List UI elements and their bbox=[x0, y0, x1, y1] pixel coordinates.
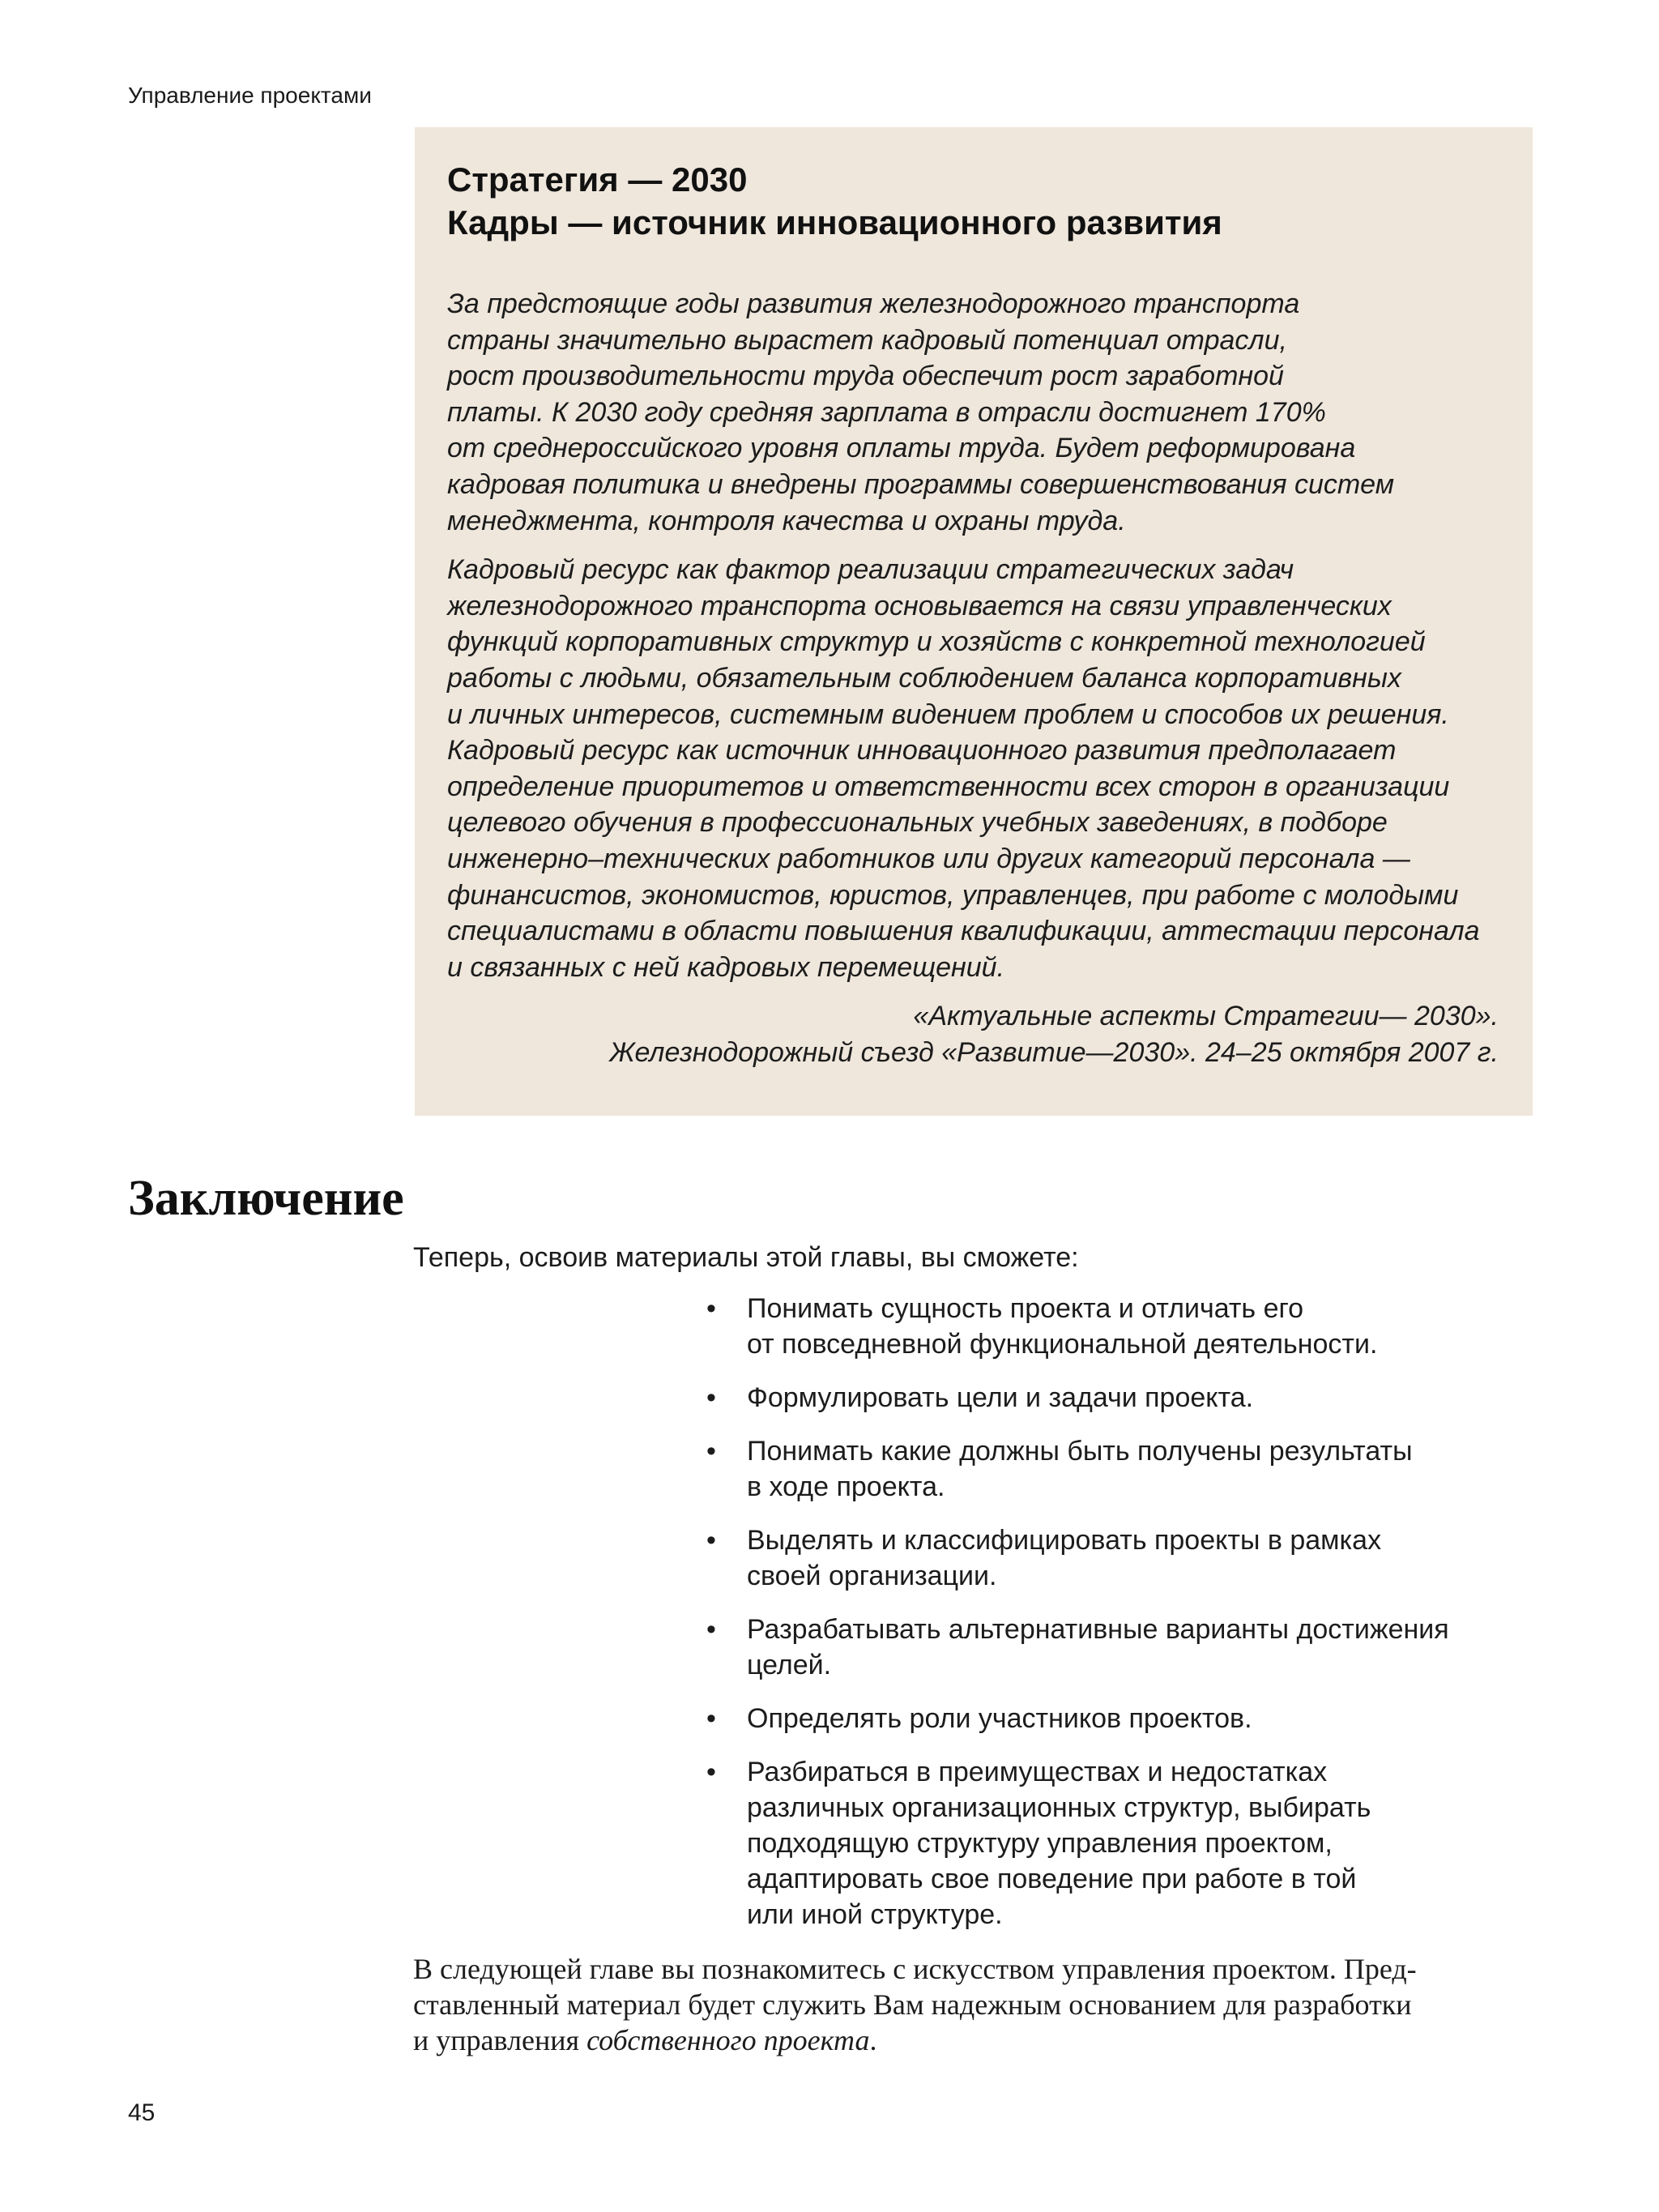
text-line: Кадровый ресурс как источник инновационного развития предполагает bbox=[447, 735, 1397, 767]
sidebar-paragraph bbox=[447, 286, 1499, 539]
text-line: целевого обучения в профессиональных учебных заведениях, в подборе bbox=[447, 807, 1388, 839]
closing-paragraph bbox=[413, 1951, 1531, 2058]
text-line: инженерно–технических работников или других категорий персонала — bbox=[447, 843, 1410, 874]
bullet-icon: • bbox=[706, 1293, 716, 1324]
closing-line bbox=[413, 2022, 1531, 2058]
closing-line: В следующей главе вы познакомитесь с искусством управления проектом. Пред- bbox=[413, 1953, 1417, 1985]
bullet-icon: • bbox=[706, 1757, 716, 1787]
source-line: Железнодорожный съезд «Развитие—2030». 24–25 октября 2007 г. bbox=[609, 1036, 1499, 1068]
text-line: За предстоящие годы развития железнодорожного транспорта bbox=[447, 288, 1300, 319]
item-line: в ходе проекта. bbox=[747, 1471, 945, 1502]
text-line: финансистов, экономистов, юристов, управленцев, при работе с молодыми bbox=[447, 879, 1459, 911]
item-line: Определять роли участников проектов. bbox=[747, 1703, 1252, 1734]
bullet-icon: • bbox=[706, 1436, 716, 1467]
item-line: своей организации. bbox=[747, 1561, 997, 1591]
text-line: работы с людьми, обязательным соблюдением баланса корпоративных bbox=[447, 662, 1401, 694]
item-line: Формулировать цели и задачи проекта. bbox=[747, 1382, 1254, 1413]
list-item bbox=[706, 1291, 1541, 1362]
item-line: Разбираться в преимуществах и недостатках bbox=[747, 1757, 1328, 1787]
closing-line-prefix: и управления bbox=[413, 2024, 587, 2056]
bullet-icon: • bbox=[706, 1382, 716, 1413]
source-line: «Актуальные аспекты Стратегии— 2030». bbox=[913, 1001, 1499, 1032]
learning-outcomes-list bbox=[706, 1291, 1541, 1932]
item-line: Разрабатывать альтернативные варианты достижения bbox=[747, 1614, 1449, 1645]
list-item bbox=[706, 1380, 1541, 1416]
sidebar-title-line: Кадры — источник инновационного развития bbox=[447, 203, 1222, 241]
text-line: функций корпоративных структур и хозяйств с конкретной технологией bbox=[447, 626, 1426, 658]
text-line: специалистами в области повышения квалификации, аттестации персонала bbox=[447, 916, 1480, 947]
text-line: и связанных с ней кадровых перемещений. bbox=[447, 951, 1005, 983]
sidebar-paragraph bbox=[447, 552, 1499, 985]
item-line: Понимать сущность проекта и отличать его bbox=[747, 1293, 1304, 1324]
list-item bbox=[706, 1754, 1541, 1932]
section-title: Заключение bbox=[128, 1171, 404, 1226]
sidebar-text bbox=[447, 286, 1499, 1070]
item-line: Выделять и классифицировать проекты в рамках bbox=[747, 1525, 1382, 1556]
item-line: адаптировать свое поведение при работе в той bbox=[747, 1864, 1357, 1894]
bullet-icon: • bbox=[706, 1525, 716, 1556]
strategy-sidebar bbox=[415, 127, 1533, 1116]
closing-line-suffix: . bbox=[869, 2024, 877, 2056]
item-line: или иной структуре. bbox=[747, 1899, 1003, 1930]
list-item bbox=[706, 1612, 1541, 1683]
text-line: железнодорожного транспорта основывается на связи управленческих bbox=[447, 590, 1392, 621]
emphasized-phrase: собственного проекта bbox=[586, 2024, 870, 2056]
list-item bbox=[706, 1433, 1541, 1505]
list-item bbox=[706, 1522, 1541, 1594]
text-line: Кадровый ресурс как фактор реализации стратегических задач bbox=[447, 554, 1294, 586]
text-line: от среднероссийского уровня оплаты труда. Будет реформирована bbox=[447, 433, 1356, 464]
conclusion-intro: Теперь, освоив материалы этой главы, вы сможете: bbox=[413, 1242, 1079, 1273]
running-head: Управление проектами bbox=[128, 83, 372, 108]
sidebar-title-line: Стратегия — 2030 bbox=[447, 160, 748, 199]
text-line: платы. К 2030 году средняя зарплата в отрасли достигнет 170% bbox=[447, 396, 1326, 428]
text-line: рост производительности труда обеспечит рост заработной bbox=[447, 361, 1284, 392]
item-line: целей. bbox=[747, 1650, 832, 1680]
text-line: кадровая политика и внедрены программы совершенствования систем bbox=[447, 468, 1395, 500]
page-number: 45 bbox=[128, 2099, 156, 2126]
text-line: и личных интересов, системным видением проблем и способов их решения. bbox=[447, 698, 1449, 730]
text-line: менеджмента, контроля качества и охраны труда. bbox=[447, 505, 1126, 536]
sidebar-title bbox=[447, 158, 1499, 244]
text-line: страны значительно вырастет кадровый потенциал отрасли, bbox=[447, 324, 1287, 356]
text-line: определение приоритетов и ответственности всех сторон в организации bbox=[447, 771, 1450, 802]
item-line: Понимать какие должны быть получены результаты bbox=[747, 1436, 1413, 1467]
bullet-icon: • bbox=[706, 1614, 716, 1645]
bullet-icon: • bbox=[706, 1703, 716, 1734]
list-item bbox=[706, 1701, 1541, 1736]
closing-line: ставленный материал будет служить Вам надежным основанием для разработки bbox=[413, 1988, 1412, 2021]
item-line: от повседневной функциональной деятельности. bbox=[747, 1329, 1378, 1360]
sidebar-source bbox=[447, 998, 1499, 1070]
item-line: различных организационных структур, выбирать bbox=[747, 1792, 1371, 1823]
item-line: подходящую структуру управления проектом, bbox=[747, 1828, 1333, 1859]
